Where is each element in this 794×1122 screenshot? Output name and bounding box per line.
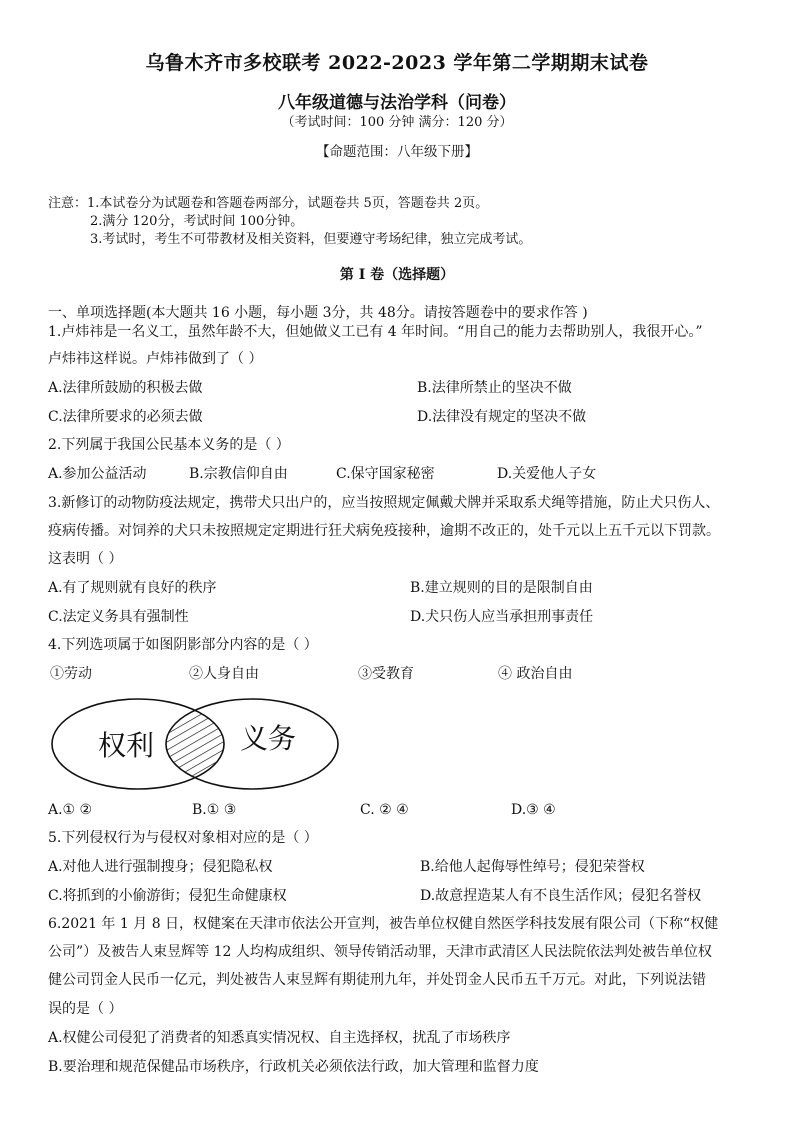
exam-time-info: （考试时间：100 分钟 满分：120 分） [281,115,513,130]
q3-option-c: C.法定义务具有强制性 [48,609,189,625]
q5-option-c: C.将抓到的小偷游街；侵犯生命健康权 [48,888,287,904]
q6-line-1: 6.2021 年 1 月 8 日，权健案在天津市依法公开宣判，被告单位权健自然医学科技发展有限公司（下称“权健 [48,916,719,932]
q1-option-c: C.法律所要求的必须去做 [48,409,203,425]
q6-line-2: 公司”）及被告人束昱辉等 12 人均构成组织、领导传销活动罪，天津市武清区人民法院依法判处被告单位权 [48,944,712,960]
section-title: 第 I 卷（选择题） [339,267,455,283]
q1-line-2: 卢炜祎这样说。卢炜祎做到了（ ） [48,351,263,367]
q5-line-1: 5.下列侵权行为与侵权对象相对应的是（ ） [48,830,318,846]
q4-item-2: ②人身自由 [189,666,259,682]
q3-option-b: B.建立规则的目的是限制自由 [410,580,593,596]
q3-line-3: 这表明（ ） [48,551,123,567]
q2-option-a: A.参加公益活动 [48,466,147,482]
q4-line-1: 4.下列选项属于如图阴影部分内容的是（ ） [48,637,318,653]
q1-line-1: 1.卢炜祎是一名义工，虽然年龄不大，但她做义工已有 4 年时间。“用自己的能力去帮助别人，我很开心。” [48,324,703,340]
q2-option-d: D.关爱他人子女 [497,466,597,482]
q4-item-3: ③受教育 [358,666,414,682]
q6-line-3: 健公司罚金人民币一亿元，判处被告人束昱辉有期徒刑九年，并处罚金人民币五千万元。对此，下列说法错 [48,972,706,988]
q4-item-1: ①劳动 [50,666,92,682]
note-line-1: 注意：1.本试卷分为试题卷和答题卷两部分，试题卷共 5页，答题卷共 2页。 [48,196,489,211]
venn-left-label: 权利 [97,729,155,762]
venn-right-label: 义务 [239,722,297,755]
q6-option-b: B.要治理和规范保健品市场秩序，行政机关必须依法行政，加大管理和监督力度 [48,1059,539,1075]
q6-line-4: 误的是（ ） [48,1001,123,1017]
q4-option-b: B.① ③ [192,802,237,818]
exam-subtitle: 八年级道德与法治学科（问卷） [278,93,516,113]
q1-option-b: B.法律所禁止的坚决不做 [417,380,572,396]
q5-option-b: B.给他人起侮辱性绰号；侵犯荣誉权 [420,859,645,875]
q2-line-1: 2.下列属于我国公民基本义务的是（ ） [48,437,290,453]
q3-line-2: 疫病传播。对饲养的犬只未按照规定定期进行狂犬病免疫接种，逾期不改正的，处千元以上五千元以下罚款。 [48,523,720,539]
note-line-3: 3.考试时，考生不可带教材及相关资料，但要遵守考场纪律，独立完成考试。 [90,232,532,247]
part1-intro: 一、单项选择题(本大题共 16 小题，每小题 3分，共 48分。请按答题卷中的要求作答 ) [48,305,588,321]
exam-title: 乌鲁木齐市多校联考 2022-2023 学年第二学期期末试卷 [145,52,649,74]
q3-line-1: 3.新修订的动物防疫法规定，携带犬只出户的，应当按照规定佩戴犬牌并采取系犬绳等措施，防止犬只伤人、 [48,495,720,511]
q2-option-b: B.宗教信仰自由 [189,466,288,482]
note-line-2: 2.满分 120分，考试时间 100分钟。 [90,214,304,229]
q2-option-c: C.保守国家秘密 [336,466,435,482]
exam-scope: 【命题范围：八年级下册】 [316,144,478,160]
q1-option-a: A.法律所鼓励的积极去做 [48,380,203,396]
q5-option-a: A.对他人进行强制搜身；侵犯隐私权 [48,859,273,875]
q4-item-4: ④ 政治自由 [498,666,573,682]
q4-option-a: A.① ② [48,802,93,818]
q1-option-d: D.法律没有规定的坚决不做 [417,409,587,425]
q4-option-c: C. ② ④ [360,802,409,818]
q3-option-d: D.犬只伤人应当承担刑事责任 [410,609,594,625]
q5-option-d: D.故意捏造某人有不良生活作风；侵犯名誉权 [420,888,702,904]
rights-duties-venn-diagram [50,696,340,792]
q4-option-d: D.③ ④ [511,802,556,818]
q3-option-a: A.有了规则就有良好的秩序 [48,580,217,596]
q6-option-a: A.权健公司侵犯了消费者的知悉真实情况权、自主选择权，扰乱了市场秩序 [48,1030,511,1046]
